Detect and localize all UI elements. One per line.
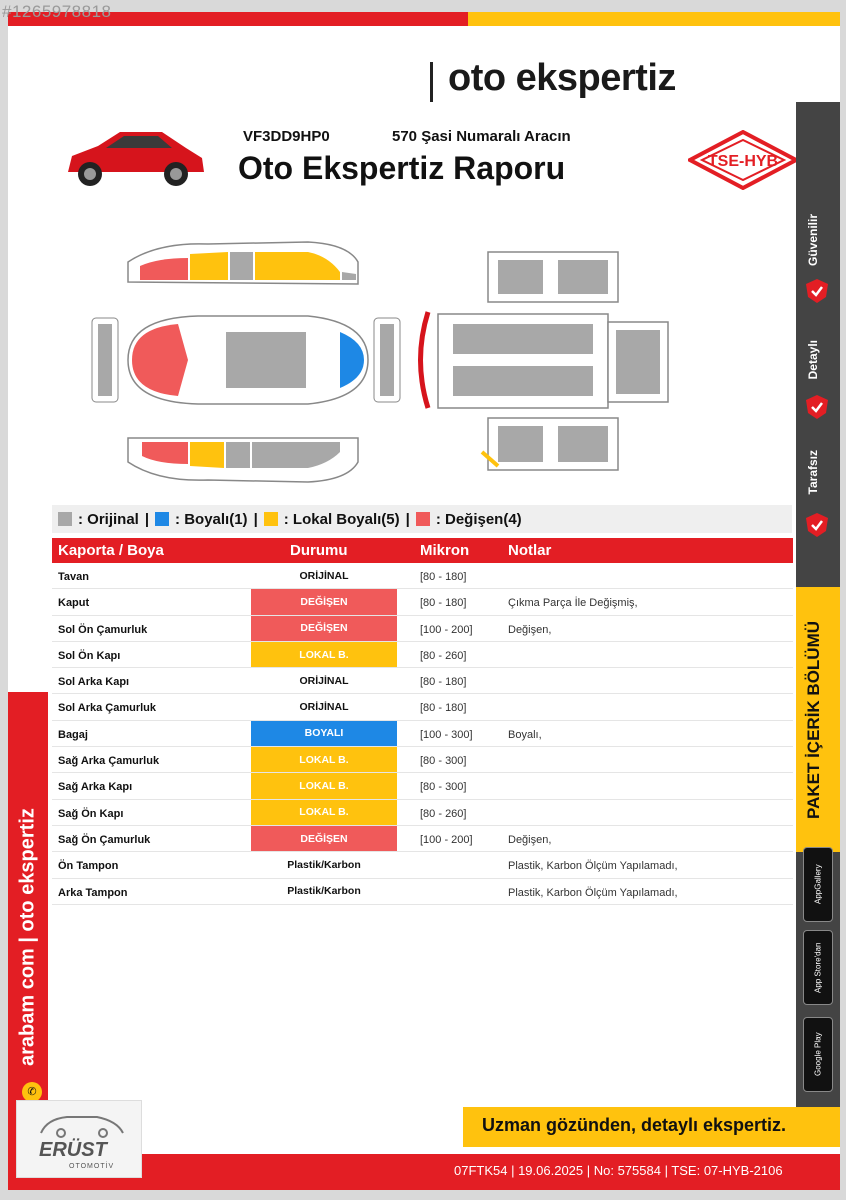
dealer-name: ERÜST	[39, 1139, 107, 1161]
note: Plastik, Karbon Ölçüm Yapılamadı,	[508, 886, 678, 899]
note: Değişen,	[508, 623, 552, 636]
table-body	[52, 563, 793, 905]
car-outline-icon	[37, 1109, 127, 1139]
part-name: Tavan	[58, 571, 89, 583]
legend: : Orijinal | : Boyalı(1) | : Lokal Boyalı(5) | : Değişen(4)	[52, 505, 792, 533]
mikron-range: [80 - 180]	[420, 597, 467, 610]
appgallery-badge[interactable]: AppGallery	[803, 847, 833, 922]
left-side-view	[128, 242, 358, 284]
mikron-range: [100 - 300]	[420, 728, 473, 741]
report-page	[8, 12, 840, 1190]
mikron-range: [80 - 300]	[420, 755, 467, 768]
chassis-view	[421, 252, 669, 470]
status-badge: ORİJİNAL	[299, 569, 349, 582]
left-brand-text: arabam com | oto ekspertiz	[16, 808, 39, 1066]
legend-boyali: : Boyalı(1)	[155, 511, 248, 528]
part-name: Sol Arka Çamurluk	[58, 702, 157, 715]
table-row	[52, 616, 793, 642]
mikron-range: [100 - 200]	[420, 623, 473, 636]
part-name: Bagaj	[58, 728, 88, 741]
status-badge: Plastik/Karbon	[287, 858, 361, 871]
table-row	[52, 642, 793, 668]
top-view	[92, 316, 400, 404]
footer-info: 07FTK54 | 19.06.2025 | No: 575584 | TSE: 07-HYB-2106	[454, 1163, 783, 1178]
slogan: Uzman gözünden, detaylı ekspertiz.	[482, 1115, 787, 1135]
report-title: Oto Ekspertiz Raporu	[238, 150, 566, 186]
part-name: Sol Ön Kapı	[58, 649, 121, 662]
shield-check-icon	[805, 278, 829, 304]
header-part: Kaporta / Boya	[58, 542, 164, 559]
part-name: Arka Tampon	[58, 886, 128, 899]
feature-guvenilir: Güvenilir	[806, 214, 820, 267]
top-yellow-bar	[468, 12, 840, 26]
dealer-logo	[16, 1100, 142, 1178]
table-row	[52, 747, 793, 773]
status-badge: LOKAL B.	[251, 773, 397, 798]
table-row	[52, 773, 793, 799]
shield-check-icon	[805, 512, 829, 538]
status-badge: DEĞİŞEN	[251, 589, 397, 614]
part-name: Ön Tampon	[58, 860, 119, 873]
status-badge: DEĞİŞEN	[251, 826, 397, 851]
table-row	[52, 589, 793, 615]
package-section	[796, 587, 840, 852]
part-name: Sağ Arka Çamurluk	[58, 755, 160, 768]
note: Çıkma Parça İle Değişmiş,	[508, 597, 638, 610]
app-store-badge[interactable]: App Store'dan	[803, 930, 833, 1005]
table-row	[52, 852, 793, 878]
note: Boyalı,	[508, 728, 542, 741]
vin-number: VF3DD9HP0	[243, 128, 330, 145]
legend-degisen: : Değişen(4)	[416, 511, 522, 528]
status-badge: Plastik/Karbon	[287, 885, 361, 898]
note: Değişen,	[508, 833, 552, 846]
mikron-range: [80 - 300]	[420, 781, 467, 794]
legend-orijinal: : Orijinal	[58, 511, 139, 528]
status-badge: DEĞİŞEN	[251, 616, 397, 641]
table-header	[52, 538, 793, 563]
part-name: Sol Ön Çamurluk	[58, 623, 148, 636]
google-play-badge[interactable]: Google Play	[803, 1017, 833, 1092]
vin-label: 570 Şasi Numaralı Aracın	[392, 128, 571, 145]
mikron-range: [80 - 260]	[420, 649, 467, 662]
package-label: PAKET İÇERİK BÖLÜMÜ	[804, 620, 823, 819]
mikron-range: [100 - 200]	[420, 833, 473, 846]
feature-tarafsiz: Tarafsız	[806, 450, 820, 495]
mikron-range: [80 - 180]	[420, 571, 467, 583]
table-row	[52, 694, 793, 720]
right-side-view	[128, 438, 358, 482]
brand-logo: oto ekspertiz	[448, 57, 676, 99]
phone-icon: ✆	[22, 1082, 42, 1102]
table-row	[52, 721, 793, 747]
status-badge: LOKAL B.	[251, 747, 397, 772]
legend-lokal: : Lokal Boyalı(5)	[264, 511, 400, 528]
status-badge: BOYALI	[251, 721, 397, 746]
part-name: Sağ Ön Kapı	[58, 807, 124, 820]
shield-check-icon	[805, 394, 829, 420]
feature-detayli: Detaylı	[806, 340, 820, 380]
part-name: Sağ Ön Çamurluk	[58, 833, 151, 846]
mikron-range: [80 - 180]	[420, 676, 467, 689]
table-row	[52, 826, 793, 852]
listing-id-watermark: #1265978818	[2, 2, 112, 21]
part-name: Sağ Arka Kapı	[58, 781, 133, 794]
dealer-sub: OTOMOTİV	[69, 1163, 115, 1170]
part-name: Sol Arka Kapı	[58, 676, 130, 689]
table-row	[52, 563, 793, 589]
header-status: Durumu	[290, 542, 348, 559]
status-badge: LOKAL B.	[251, 800, 397, 825]
mikron-range: [80 - 260]	[420, 807, 467, 820]
tse-hyb-badge	[688, 130, 798, 190]
part-name: Kaput	[58, 597, 90, 610]
table-row	[52, 668, 793, 694]
car-photo	[58, 124, 208, 194]
note: Plastik, Karbon Ölçüm Yapılamadı,	[508, 860, 678, 873]
car-damage-diagram	[78, 232, 678, 492]
table-row	[52, 879, 793, 905]
mikron-range: [80 - 180]	[420, 702, 467, 715]
header-notes: Notlar	[508, 542, 552, 559]
brand-separator	[430, 62, 433, 102]
table-row	[52, 800, 793, 826]
status-badge: ORİJİNAL	[299, 674, 349, 687]
tse-badge-text: TSE-HYB	[707, 153, 779, 170]
status-badge: ORİJİNAL	[299, 701, 349, 714]
header-mikron: Mikron	[420, 542, 470, 559]
status-badge: LOKAL B.	[251, 642, 397, 667]
